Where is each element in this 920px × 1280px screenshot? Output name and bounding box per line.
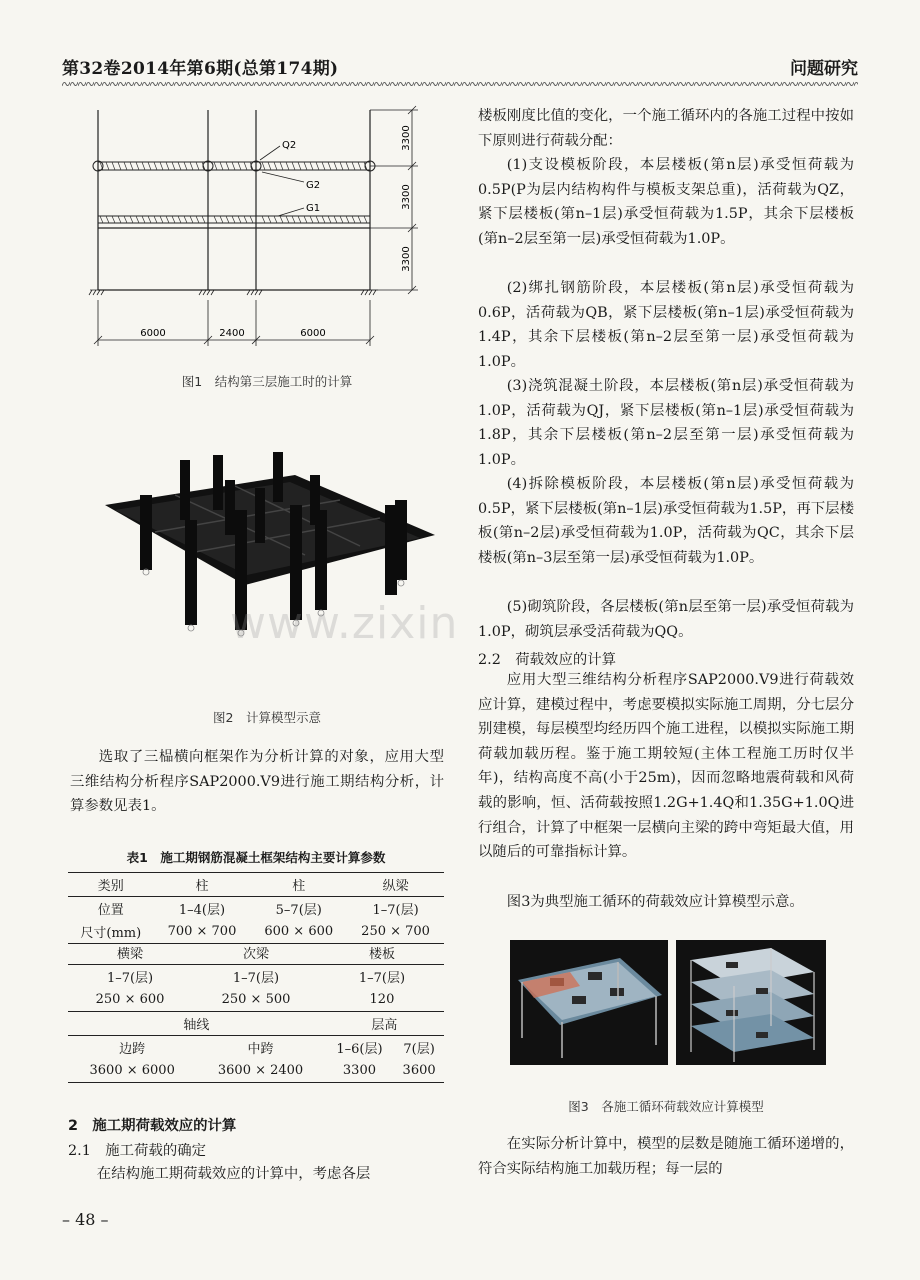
watermark: www.zixin (230, 598, 459, 649)
table-cell: 1–7(层) (358, 971, 406, 986)
table-header-cell: 纵梁 (382, 879, 409, 894)
load-rule-5: (5)砌筑阶段，各层楼板(第n层至第一层)承受恒荷载为1.0P，砌筑层承受活荷载为QQ。 (478, 599, 854, 640)
subsection-2-1-title: 2.1 施工荷载的确定 (68, 1143, 207, 1159)
table1 (68, 872, 444, 944)
table-cell: 位置 (97, 903, 124, 918)
table-cell: 120 (369, 992, 395, 1007)
dim-span-left: 6000 (140, 328, 166, 339)
intro-paragraph: 选取了三榀横向框架作为分析计算的对象，应用大型三维结构分析程序SAP2000.V9进行施工期结构分析，计算参数见表1。 (70, 749, 444, 815)
table-cell: 3600 × 2400 (217, 1063, 304, 1078)
table-cell: 1–4(层) (178, 903, 226, 918)
dim-height-bottom: 3300 (401, 246, 412, 272)
page-number: – 48 – (62, 1210, 109, 1229)
table-header-cell: 轴线 (68, 1012, 325, 1036)
figure1-caption: 图1 结构第三层施工时的计算 (181, 374, 353, 389)
table-header-cell: 柱 (292, 879, 306, 894)
column-title: 问题研究 (790, 59, 858, 79)
journal-issue-header: 第32卷2014年第6期(总第174期) (62, 59, 339, 79)
table-cell: 5–7(层) (275, 903, 322, 918)
load-label-g2: G2 (306, 180, 321, 191)
load-rule-3: (3)浇筑混凝土阶段，本层楼板(第n层)承受恒荷载为1.0P，活荷载为QJ，紧下层楼板(第n–1层)承受恒荷载为1.8P，其余下层楼板(第n–2层至第一层)承受恒荷载为1.0P。 (478, 378, 854, 468)
table-cell: 3600 (402, 1063, 436, 1078)
table-cell: 尺寸(mm) (80, 926, 142, 941)
table-subheader-cell: 中跨 (247, 1042, 274, 1057)
figure3-render-left (510, 940, 668, 1065)
figure3-render-right (676, 940, 826, 1065)
table-cell: 3600 × 6000 (89, 1063, 175, 1078)
subsection-2-1-paragraph: 在结构施工期荷载效应的计算中，考虑各层 (96, 1166, 371, 1182)
table-cell: 3300 (342, 1063, 376, 1078)
load-rule-2: (2)绑扎钢筋阶段，本层楼板(第n层)承受恒荷载为0.6P，活荷载为QB，紧下层楼板(第n–1层)承受恒荷载为1.4P，其余下层楼板(第n–2层至第一层)承受恒荷载为1.0P。 (478, 280, 854, 370)
table-subheader-cell: 1–6(层) (336, 1042, 383, 1057)
subsection-2-2-title: 2.2 荷载效应的计算 (478, 652, 617, 668)
table-cell: 250 × 700 (361, 924, 430, 939)
table-cell: 250 × 500 (221, 992, 291, 1007)
table-cell: 1–7(层) (106, 971, 154, 986)
table-cell: 1–7(层) (372, 903, 419, 918)
load-rule-1: (1)支设模板阶段，本层楼板(第n层)承受恒荷载为0.5P(P为层内结构构件与模板支架总重)，活荷载为QZ，紧下层楼板(第n–1层)承受恒荷载为1.5P，其余下层楼板(第n–2层至第一层)承受恒荷载为1.0P。 (478, 157, 854, 247)
table-subheader-cell: 7(层) (403, 1042, 435, 1057)
table-subheader-cell: 边跨 (119, 1042, 146, 1057)
load-effect-paragraph: 应用大型三维结构分析程序SAP2000.V9进行荷载效应计算，建模过程中，考虑要模拟实际施工周期，分七层分别建模，每层模型均经历四个施工进程，以模拟实际施工期荷载加载历程。鉴于施工期较短(主体工程施工历时仅半年)，结构高度不高(小于25m)，因而忽略地震荷载和风荷载的影响，恒、活荷载按照1.2G+1.4Q和1.35G+1.0Q进行组合，计算了中框架一层横向主梁的跨中弯矩最大值，用以随后的可靠指标计算。 (478, 672, 854, 861)
table1-block2 (68, 941, 444, 1012)
dim-span-right: 6000 (300, 328, 326, 339)
table-header-cell: 柱 (195, 879, 209, 894)
figure3-caption: 图3 各施工循环荷载效应计算模型 (568, 1099, 764, 1114)
load-rule-4: (4)拆除模板阶段，本层楼板(第n层)承受恒荷载为0.5P，紧下层楼板(第n–1层)承受恒荷载为1.5P，再下层楼板(第n–2层)承受恒荷载为1.0P，活荷载为QC，其余下层楼板(第n–3层至第一层)承受恒荷载为1.0P。 (478, 476, 854, 566)
table-cell: 250 × 600 (95, 992, 165, 1007)
table-header-cell: 类别 (97, 879, 124, 894)
table-cell: 600 × 600 (264, 924, 334, 939)
right-para-continuation: 楼板刚度比值的变化，一个施工循环内的各施工过程中按如下原则进行荷载分配： (478, 108, 854, 149)
section-2-title: 2 施工期荷载效应的计算 (68, 1118, 237, 1134)
load-label-q2: Q2 (282, 140, 297, 151)
figure1-frame-drawing (82, 100, 442, 350)
header-decorative-border (62, 80, 858, 88)
dim-height-top: 3300 (401, 125, 412, 151)
figure3-reference: 图3为典型施工循环的荷载效应计算模型示意。 (506, 894, 804, 910)
table-header-cell: 层高 (325, 1012, 444, 1036)
table1-block3 (68, 1012, 444, 1083)
table-header-cell: 楼板 (368, 947, 395, 962)
dim-span-middle: 2400 (219, 328, 245, 339)
figure2-caption: 图2 计算模型示意 (213, 710, 321, 725)
dim-height-mid: 3300 (401, 184, 412, 210)
table-cell: 700 × 700 (167, 924, 237, 939)
table-cell: 1–7(层) (232, 971, 280, 986)
load-label-g1: G1 (306, 203, 321, 214)
model-layer-paragraph: 在实际分析计算中，模型的层数是随施工循环递增的，符合实际结构施工加载历程；每一层的 (478, 1136, 854, 1177)
table-header-cell: 横梁 (117, 947, 144, 962)
table1-title: 表1 施工期钢筋混凝土框架结构主要计算参数 (126, 850, 386, 865)
table-header-cell: 次梁 (242, 947, 269, 962)
